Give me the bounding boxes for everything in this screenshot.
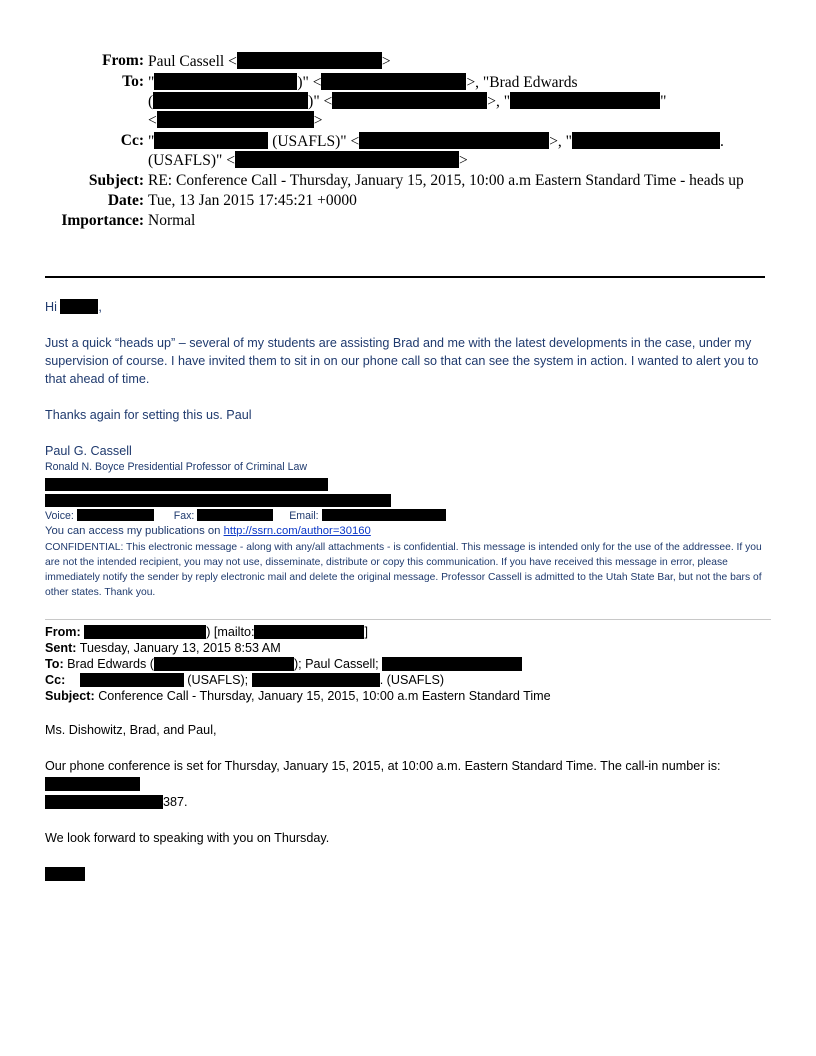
- redaction: [235, 151, 459, 168]
- redaction: [359, 132, 549, 149]
- redaction: [382, 657, 522, 671]
- redaction: [510, 92, 660, 109]
- signature-title: Ronald N. Boyce Presidential Professor of Criminal Law: [45, 461, 308, 473]
- date-label: Date:: [107, 192, 144, 209]
- redaction: [45, 494, 391, 507]
- header-from-row: From: Paul Cassell < >: [40, 52, 760, 71]
- subject-text: RE: Conference Call - Thursday, January 15, 2015, 10:00 a.m Eastern Standard Time - heads up: [148, 172, 744, 189]
- redaction: [332, 92, 487, 109]
- signature-contact-line: [45, 509, 770, 524]
- signature-name: Paul G. Cassell: [45, 444, 132, 458]
- fax-label: Fax:: [173, 510, 195, 522]
- original-subject-line: Subject: Conference Call - Thursday, January 15, 2015, 10:00 a.m Eastern Standard Time: [45, 689, 551, 703]
- header-date-row: [40, 192, 760, 210]
- redaction: [45, 478, 328, 491]
- greeting: Hi ,: [45, 300, 102, 314]
- redaction: [45, 867, 85, 881]
- message-separator: [45, 619, 771, 620]
- redaction: [60, 299, 98, 314]
- redaction: [80, 673, 184, 687]
- date-text: Tue, 13 Jan 2015 17:45:21 +0000: [148, 192, 357, 209]
- from-label: From:: [102, 52, 144, 69]
- subject-label: Subject:: [88, 172, 144, 189]
- original-sent-line: Sent: Tuesday, January 13, 2015 8:53 AM: [45, 641, 281, 655]
- ssrn-link[interactable]: http://ssrn.com/author=30160: [223, 525, 371, 537]
- header-subject-row: [40, 172, 760, 190]
- redaction: [254, 625, 364, 639]
- importance-text: Normal: [148, 212, 196, 229]
- redaction: [154, 73, 297, 90]
- publications-line: You can access my publications on http://ssrn.com/author=30160: [45, 525, 371, 537]
- original-salutation: Ms. Dishowitz, Brad, and Paul,: [45, 723, 217, 737]
- header-cc-row: Cc: " (USAFLS)" < >, " . (USAFLS)" < >: [40, 132, 760, 170]
- cc-label: Cc:: [120, 132, 144, 149]
- original-paragraph-2: We look forward to speaking with you on Thursday.: [45, 831, 330, 845]
- header-importance-row: [40, 212, 760, 230]
- redaction: [84, 625, 206, 639]
- redaction: [45, 777, 140, 791]
- redaction: [154, 657, 294, 671]
- email-header: [40, 52, 760, 232]
- redaction: [77, 509, 154, 521]
- redaction: [45, 795, 163, 809]
- to-label: To:: [122, 73, 144, 90]
- redaction: [197, 509, 273, 521]
- confidentiality-notice: CONFIDENTIAL: This electronic message - along with any/all attachments - is confidential. This message is intended only for the use of the addressee. If you are not the intended recipient, you may not use, disseminate, distribute or copy this communication. If you have received this message in error, please immediately notify the sender by reply electronic mail and delete the original message. Professor Cassell is admitted to the Utah State Bar, but not the bars of other states. Thank you.: [45, 542, 762, 598]
- header-divider: [45, 276, 765, 278]
- from-name: Paul Cassell <: [148, 53, 237, 70]
- redaction: [153, 92, 308, 109]
- original-from-line: From: ) [mailto: ]: [45, 625, 368, 639]
- voice-label: Voice:: [45, 510, 74, 522]
- importance-label: Importance:: [61, 212, 144, 229]
- call-in-number-line: 387.: [45, 794, 770, 810]
- redaction: [237, 52, 382, 69]
- redaction: [572, 132, 720, 149]
- original-to-line: To: Brad Edwards ( ); Paul Cassell;: [45, 656, 770, 672]
- redaction: [321, 73, 466, 90]
- redaction: [322, 509, 446, 521]
- original-cc-line: Cc: (USAFLS); . (USAFLS): [45, 673, 445, 687]
- original-paragraph-1: Our phone conference is set for Thursday, January 15, 2015, at 10:00 a.m. Eastern Standard Time. The call-in number is:: [45, 759, 721, 773]
- body-paragraph-1: Just a quick “heads up” – several of my students are assisting Brad and me with the latest developments in the case, under my supervision of course. I have invited them to sit in on our phone call so that can see the system in action. I wanted to alert you to that ahead of time.: [45, 336, 759, 386]
- email-label: Email:: [289, 510, 319, 522]
- header-to-row: To: " )" < >, "Brad Edwards ( )" < >, " " < >: [40, 73, 760, 130]
- body-paragraph-2: Thanks again for setting this us. Paul: [45, 408, 252, 422]
- redaction: [154, 132, 268, 149]
- redaction: [252, 673, 380, 687]
- redaction: [157, 111, 314, 128]
